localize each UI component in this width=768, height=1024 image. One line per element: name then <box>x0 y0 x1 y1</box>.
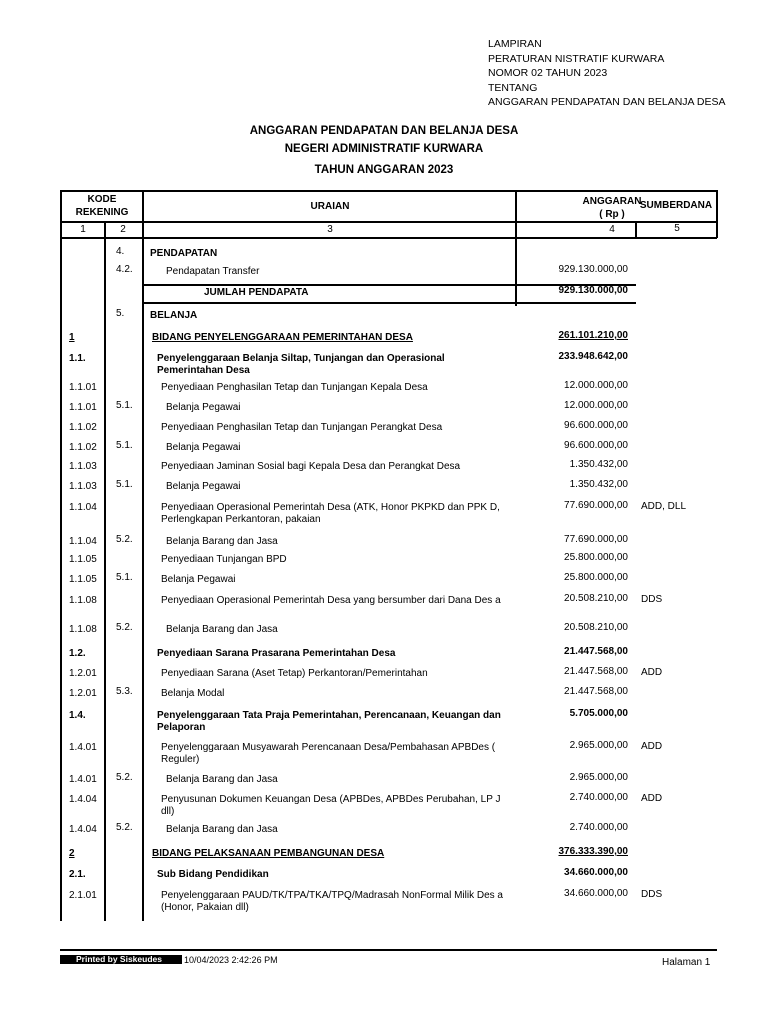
row-uraian: Penyelenggaraan Belanja Siltap, Tunjangan dan Operasional Pemerintahan Desa <box>157 353 445 376</box>
table-rule <box>515 302 636 304</box>
row-kode-1: 1.4.01 <box>69 742 97 753</box>
row-uraian: Penyediaan Operasional Pemerintah Desa (ATK, Honor PKPKD dan PPK D, Perlengkapan Perkantoran, pakaian <box>161 502 500 525</box>
row-anggaran: 96.600.000,00 <box>564 440 628 451</box>
row-uraian: Penyelenggaraan PAUD/TK/TPA/TKA/TPQ/Madrasah NonFormal Milik Des a (Honor, Pakaian dll) <box>161 890 503 913</box>
row-kode-2: 5.2. <box>116 534 133 545</box>
row-uraian: Penyelenggaraan Musyawarah Perencanaan Desa/Pembahasan APBDes ( Reguler) <box>161 742 496 765</box>
row-uraian: Penyediaan Tunjangan BPD <box>161 554 287 565</box>
row-uraian: Belanja Barang dan Jasa <box>166 536 278 547</box>
row-anggaran: 929.130.000,00 <box>558 285 628 296</box>
row-uraian: BELANJA <box>150 310 198 321</box>
document-year: TAHUN ANGGARAN 2023 <box>314 164 454 176</box>
table-rule <box>142 284 516 286</box>
row-kode-2: 5.2. <box>116 822 133 833</box>
row-kode-1: 1.1.01 <box>69 382 97 393</box>
row-kode-2: 5.1. <box>116 400 133 411</box>
attachment-line: ANGGARAN PENDAPATAN DAN BELANJA DESA <box>488 96 726 108</box>
row-anggaran: 376.333.390,00 <box>558 846 628 857</box>
attachment-line: LAMPIRAN <box>488 38 542 50</box>
row-anggaran: 261.101.210,00 <box>558 330 628 341</box>
row-anggaran: 25.800.000,00 <box>564 572 628 583</box>
header-anggaran: ANGGARAN <box>582 196 642 207</box>
row-anggaran: 21.447.568,00 <box>564 686 628 697</box>
row-uraian: Belanja Pegawai <box>166 402 241 413</box>
header-sumberdana: SUMBERDANA <box>639 200 713 211</box>
row-anggaran: 1.350.432,00 <box>569 479 628 490</box>
row-kode-1: 1.1.02 <box>69 422 97 433</box>
document-title: ANGGARAN PENDAPATAN DAN BELANJA DESA <box>249 125 519 137</box>
header-kode: KODE <box>87 194 117 205</box>
row-uraian: JUMLAH PENDAPATA <box>204 287 309 298</box>
row-sumberdana: ADD, DLL <box>641 501 687 512</box>
row-kode-2: 5. <box>116 308 125 319</box>
row-anggaran: 2.740.000,00 <box>569 792 628 803</box>
row-kode-1: 1.1.04 <box>69 536 97 547</box>
row-anggaran: 20.508.210,00 <box>564 622 628 633</box>
row-kode-1: 1.4. <box>69 710 86 721</box>
row-kode-1: 1.4.04 <box>69 824 97 835</box>
row-anggaran: 5.705.000,00 <box>569 708 628 719</box>
row-kode-1: 1.2.01 <box>69 668 97 679</box>
row-uraian: Belanja Pegawai <box>161 574 236 585</box>
header-col-number: 3 <box>327 224 333 235</box>
row-anggaran: 233.948.642,00 <box>558 351 628 362</box>
row-uraian: Belanja Barang dan Jasa <box>166 824 278 835</box>
row-uraian: PENDAPATAN <box>150 248 218 259</box>
row-uraian: Belanja Pegawai <box>166 442 241 453</box>
row-uraian: Penyediaan Sarana Prasarana Pemerintahan Desa <box>157 648 396 659</box>
row-kode-1: 1.4.04 <box>69 794 97 805</box>
attachment-line: NOMOR 02 TAHUN 2023 <box>488 67 608 79</box>
row-kode-2: 4.2. <box>116 264 133 275</box>
row-uraian: Belanja Pegawai <box>166 481 241 492</box>
row-anggaran: 25.800.000,00 <box>564 552 628 563</box>
row-kode-1: 2.1.01 <box>69 890 97 901</box>
row-anggaran: 20.508.210,00 <box>564 593 628 604</box>
row-uraian: Penyediaan Penghasilan Tetap dan Tunjangan Perangkat Desa <box>161 422 443 433</box>
row-anggaran: 2.965.000,00 <box>569 772 628 783</box>
row-anggaran: 1.350.432,00 <box>569 459 628 470</box>
row-kode-1: 1.1. <box>69 353 86 364</box>
row-anggaran: 12.000.000,00 <box>564 400 628 411</box>
row-kode-1: 1 <box>69 332 75 343</box>
attachment-line: PERATURAN NISTRATIF KURWARA <box>488 52 665 65</box>
row-kode-2: 5.2. <box>116 622 133 633</box>
row-uraian: Penyediaan Operasional Pemerintah Desa yang bersumber dari Dana Des a <box>161 595 501 606</box>
row-kode-2: 5.2. <box>116 772 133 783</box>
table-rule <box>515 190 517 238</box>
attachment-block <box>488 37 725 110</box>
header-rp: ( Rp ) <box>599 209 625 220</box>
row-sumberdana: ADD <box>641 741 663 752</box>
row-uraian: Penyediaan Sarana (Aset Tetap) Perkantoran/Pemerintahan <box>161 668 428 679</box>
row-anggaran: 96.600.000,00 <box>564 420 628 431</box>
row-sumberdana: DDS <box>641 889 663 900</box>
row-kode-1: 1.1.05 <box>69 574 97 585</box>
row-kode-1: 1.2.01 <box>69 688 97 699</box>
table-rule <box>142 190 144 921</box>
row-uraian: BIDANG PELAKSANAAN PEMBANGUNAN DESA <box>152 848 385 859</box>
row-sumberdana: ADD <box>641 793 663 804</box>
row-kode-1: 1.1.03 <box>69 481 97 492</box>
header-col-number: 2 <box>120 224 126 235</box>
table-rule <box>60 237 717 239</box>
row-kode-1: 1.1.02 <box>69 442 97 453</box>
table-rule <box>635 221 637 238</box>
row-uraian: Belanja Barang dan Jasa <box>166 774 278 785</box>
row-kode-2: 5.1. <box>116 440 133 451</box>
row-anggaran: 21.447.568,00 <box>564 666 628 677</box>
row-anggaran: 34.660.000,00 <box>564 888 628 899</box>
header-col-number: 1 <box>80 224 86 235</box>
row-uraian: Penyelenggaraan Tata Praja Pemerintahan, Perencanaan, Keuangan dan Pelaporan <box>157 710 501 733</box>
table-rule <box>716 190 718 238</box>
row-kode-1: 1.4.01 <box>69 774 97 785</box>
row-kode-2: 4. <box>116 246 125 257</box>
row-uraian: Belanja Modal <box>161 688 225 699</box>
row-anggaran: 2.740.000,00 <box>569 822 628 833</box>
row-uraian: Sub Bidang Pendidikan <box>157 869 269 880</box>
header-col-number: 5 <box>674 223 680 234</box>
row-uraian: Penyusunan Dokumen Keuangan Desa (APBDes, APBDes Perubahan, LP J dll) <box>161 794 501 817</box>
row-uraian: BIDANG PENYELENGGARAAN PEMERINTAHAN DESA <box>152 332 413 343</box>
attachment-line: TENTANG <box>488 81 538 94</box>
header-uraian: URAIAN <box>310 201 350 212</box>
row-uraian: Pendapatan Transfer <box>166 266 260 277</box>
header-col-number: 4 <box>609 224 615 235</box>
row-kode-1: 1.1.08 <box>69 595 97 606</box>
row-anggaran: 21.447.568,00 <box>564 646 628 657</box>
row-kode-1: 1.1.05 <box>69 554 97 565</box>
table-rule <box>60 221 717 223</box>
row-kode-2: 5.1. <box>116 572 133 583</box>
row-kode-1: 2 <box>69 848 75 859</box>
row-kode-2: 5.3. <box>116 686 133 697</box>
row-kode-1: 1.1.08 <box>69 624 97 635</box>
row-kode-1: 1.1.01 <box>69 402 97 413</box>
row-sumberdana: DDS <box>641 594 663 605</box>
header-rekening: REKENING <box>75 207 129 218</box>
table-rule <box>104 221 106 921</box>
row-uraian: Belanja Barang dan Jasa <box>166 624 278 635</box>
row-kode-1: 1.1.03 <box>69 461 97 472</box>
printed-by-label: Printed by Siskeudes <box>60 955 182 964</box>
page-number: Halaman 1 <box>662 957 711 968</box>
document-subtitle: NEGERI ADMINISTRATIF KURWARA <box>284 143 484 155</box>
row-anggaran: 2.965.000,00 <box>569 740 628 751</box>
row-anggaran: 77.690.000,00 <box>564 500 628 511</box>
row-kode-1: 2.1. <box>69 869 86 880</box>
row-sumberdana: ADD <box>641 667 663 678</box>
footer-divider <box>60 949 717 951</box>
row-kode-1: 1.1.04 <box>69 502 97 513</box>
row-anggaran: 929.130.000,00 <box>558 264 628 275</box>
row-uraian: Penyediaan Penghasilan Tetap dan Tunjangan Kepala Desa <box>161 382 428 393</box>
row-uraian: Penyediaan Jaminan Sosial bagi Kepala Desa dan Perangkat Desa <box>161 461 461 472</box>
row-anggaran: 77.690.000,00 <box>564 534 628 545</box>
table-rule <box>60 190 62 921</box>
row-kode-2: 5.1. <box>116 479 133 490</box>
table-rule <box>60 190 717 192</box>
row-anggaran: 34.660.000,00 <box>564 867 628 878</box>
row-kode-1: 1.2. <box>69 648 86 659</box>
row-anggaran: 12.000.000,00 <box>564 380 628 391</box>
print-date: 10/04/2023 2:42:26 PM <box>184 955 278 965</box>
table-rule <box>142 302 515 304</box>
